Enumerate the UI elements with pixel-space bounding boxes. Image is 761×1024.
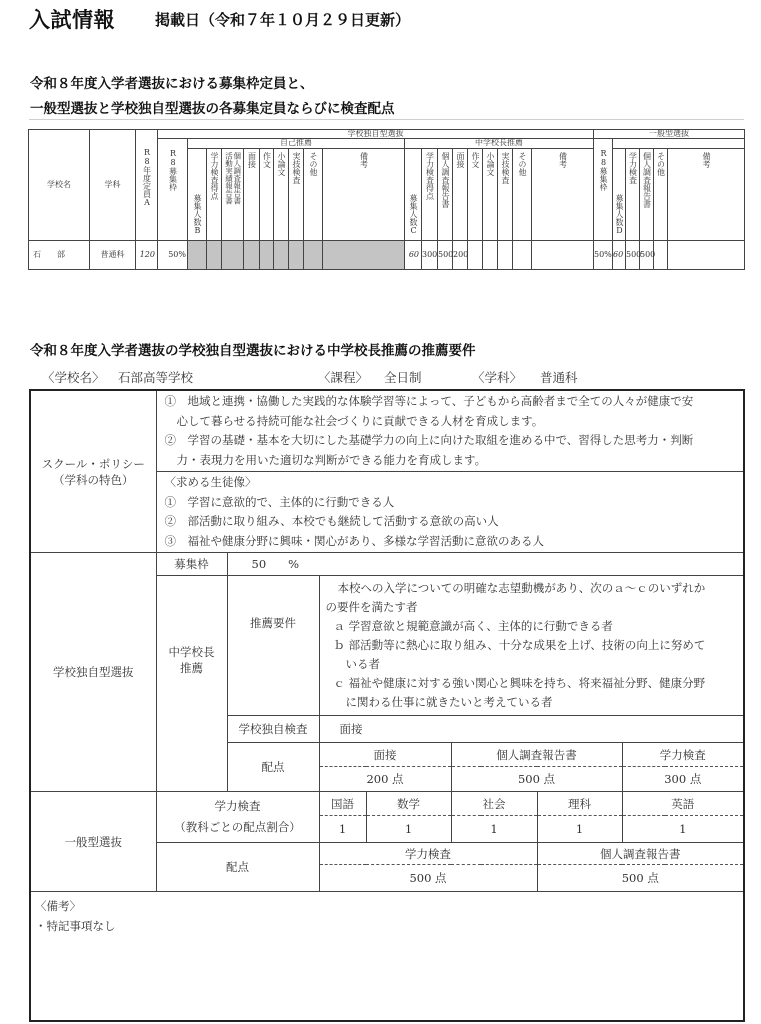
cell-shaded xyxy=(289,240,304,269)
own-points-value: 300 点 xyxy=(622,767,744,792)
general-points-value: 500 点 xyxy=(319,865,537,892)
requirements-text: 本校への入学についての明確な志望動機があり、次のａ～ｃのいずれか の要件を満たす者 ａ 学習意欲と規範意識が高く、主体的に行動できる者 ｂ 部活動等に熱心に取り組み、十分な成果を上げ、技術の向上に努めて いる者 ｃ 福祉や健康に対する強い関心と興味を持ち、将来福祉分野、健康分野 に関わる仕事に就きたいと考えている者 xyxy=(319,576,744,716)
header-r8-capacity: R8年度定員A xyxy=(136,130,158,241)
table-row xyxy=(29,240,745,269)
header-count-b: 募集人数B xyxy=(188,148,207,240)
cell-shaded xyxy=(304,240,323,269)
header-interview: 面接 xyxy=(244,148,260,240)
published-date: 掲載日（令和７年１０月２９日更新） xyxy=(155,11,411,29)
subject-name: 理科 xyxy=(537,792,622,816)
own-selection-label: 学校独自型選抜 xyxy=(30,553,156,792)
cell-shaded xyxy=(207,240,222,269)
cell-count-c: 60 xyxy=(405,240,422,269)
principal-recommend-label: 中学校長 推薦 xyxy=(156,576,227,792)
own-points-label: 配点 xyxy=(227,743,319,792)
header-p-short-essay: 小論文 xyxy=(483,148,498,240)
header-p-personal: 個人調査報告書 xyxy=(438,148,453,240)
cell-p-personal: 500 xyxy=(438,240,453,269)
general-points-name: 学力検査 xyxy=(319,843,537,865)
school-value: 石部高等学校 xyxy=(118,370,194,385)
policy-label: スクール・ポリシー （学科の特色） xyxy=(30,390,156,553)
header-self-recommend: 自己推薦 xyxy=(188,139,405,148)
header-p-essay: 作文 xyxy=(468,148,483,240)
cell-empty xyxy=(513,240,532,269)
header-p-interview: 面接 xyxy=(453,148,468,240)
subject-ratio: 1 xyxy=(622,816,744,843)
subject-ratio: 1 xyxy=(451,816,537,843)
dept-label: 〈学科〉 xyxy=(472,370,523,385)
cell-own-quota: 50% xyxy=(158,240,188,269)
header-short-essay: 小論文 xyxy=(274,148,289,240)
header-count-c: 募集人数C xyxy=(405,148,422,240)
subject-name: 国語 xyxy=(319,792,366,816)
ideal-student: 〈求める生徒像〉 ① 学習に意欲的で、主体的に行動できる人 ② 部活動に取り組み、本校でも継続して活動する意欲の高い人 ③ 福祉や健康分野に興味・関心があり、多様な学習活動に意欲のある人 xyxy=(156,472,744,553)
cell-count-d: 60 xyxy=(613,240,626,269)
page-title: 入試情報 xyxy=(29,8,115,32)
cell-shaded xyxy=(323,240,405,269)
own-points-name: 学力検査 xyxy=(622,743,744,767)
own-points-name: 個人調査報告書 xyxy=(451,743,622,767)
header-p-academic: 学力検査得点 xyxy=(422,148,438,240)
section1-heading-line2: 一般型選抜と学校独自型選抜の各募集定員ならびに検査配点 xyxy=(30,101,395,117)
header-p-practical: 実技検査 xyxy=(498,148,513,240)
capacity-table xyxy=(28,129,745,270)
recommendation-table xyxy=(29,389,745,1022)
header-p-remarks: 備考 xyxy=(532,148,594,240)
header-count-d: 募集人数D xyxy=(613,148,626,240)
header-g-personal: 個人調査報告書 xyxy=(640,148,654,240)
header-practical: 実技検査 xyxy=(289,148,304,240)
subject-name: 社会 xyxy=(451,792,537,816)
quota-label: 募集枠 xyxy=(156,553,227,576)
section1-heading-line1: 令和８年度入学者選抜における募集枠定員と、 xyxy=(30,76,314,92)
header-g-remarks: 備考 xyxy=(668,148,745,240)
subject-ratio: 1 xyxy=(366,816,451,843)
remarks: 〈備考〉 ・特記事項なし xyxy=(30,892,744,1022)
cell-shaded xyxy=(244,240,260,269)
header-academic-score: 学力検査得点 xyxy=(207,148,222,240)
cell-general-quota: 50% xyxy=(594,240,613,269)
cell-empty xyxy=(654,240,668,269)
header-g-other: その他 xyxy=(654,148,668,240)
own-exam-value: 面接 xyxy=(319,716,744,743)
school-label: 〈学校名〉 xyxy=(42,370,105,385)
cell-shaded xyxy=(260,240,274,269)
cell-empty xyxy=(498,240,513,269)
cell-empty xyxy=(668,240,745,269)
divider xyxy=(29,119,744,120)
header-general-selection: 一般型選抜 xyxy=(594,130,745,139)
general-points-label: 配点 xyxy=(156,843,319,892)
own-exam-label: 学校独自検査 xyxy=(227,716,319,743)
section2-heading: 令和８年度入学者選抜の学校独自型選抜における中学校長推薦の推薦要件 xyxy=(30,343,476,359)
own-points-value: 200 点 xyxy=(319,767,451,792)
header-department: 学科 xyxy=(90,130,136,241)
general-points-name: 個人調査報告書 xyxy=(537,843,744,865)
cell-empty xyxy=(468,240,483,269)
cell-p-academic: 300 xyxy=(422,240,438,269)
ratio-label: 学力検査 （教科ごとの配点割合） xyxy=(156,792,319,843)
subject-name: 数学 xyxy=(366,792,451,816)
own-points-value: 500 点 xyxy=(451,767,622,792)
cell-shaded xyxy=(222,240,244,269)
header-p-other: その他 xyxy=(513,148,532,240)
cell-g-academic: 500 xyxy=(626,240,640,269)
general-points-value: 500 点 xyxy=(537,865,744,892)
subject-name: 英語 xyxy=(622,792,744,816)
cell-empty xyxy=(483,240,498,269)
header-essay: 作文 xyxy=(260,148,274,240)
cell-shaded xyxy=(188,240,207,269)
requirements-label: 推薦要件 xyxy=(227,576,319,716)
header-principal-recommend: 中学校長推薦 xyxy=(405,139,594,148)
header-own-quota: R8募集枠 xyxy=(158,139,188,240)
header-g-academic: 学力検査 xyxy=(626,148,640,240)
cell-shaded xyxy=(274,240,289,269)
cell-capacity-a: 120 xyxy=(136,240,158,269)
cell-school-name: 石 部 xyxy=(29,240,90,269)
own-points-name: 面接 xyxy=(319,743,451,767)
cell-g-personal: 500 xyxy=(640,240,654,269)
subject-ratio: 1 xyxy=(537,816,622,843)
header-school-name: 学校名 xyxy=(29,130,90,241)
header-general-quota: R8募集枠 xyxy=(594,139,613,240)
header-activity-personal: 活動実績報告書個人調査報告書 xyxy=(222,148,244,240)
course-value: 全日制 xyxy=(384,370,422,385)
subject-ratio: 1 xyxy=(319,816,366,843)
course-label: 〈課程〉 xyxy=(318,370,369,385)
header-remarks: 備考 xyxy=(323,148,405,240)
header-other: その他 xyxy=(304,148,323,240)
dept-value: 普通科 xyxy=(540,370,578,385)
header-general-spacer xyxy=(613,139,745,148)
quota-value: 50 % xyxy=(227,553,744,576)
general-label: 一般型選抜 xyxy=(30,792,156,892)
cell-empty xyxy=(532,240,594,269)
cell-department: 普通科 xyxy=(90,240,136,269)
cell-p-interview: 200 xyxy=(453,240,468,269)
header-own-selection: 学校独自型選抜 xyxy=(158,130,594,139)
school-policy: ① 地域と連携・協働した実践的な体験学習等によって、子どもから高齢者まで全ての人々が健康で安 心して暮らせる持続可能な社会づくりに貢献できる人材を育成します。 ② 学習の基礎・基本を大切にした基礎学力の向上に向けた取組を進める中で、習得した思考力・判断 力・表現力を用いた適切な判断ができる能力を育成します。 xyxy=(156,390,744,472)
